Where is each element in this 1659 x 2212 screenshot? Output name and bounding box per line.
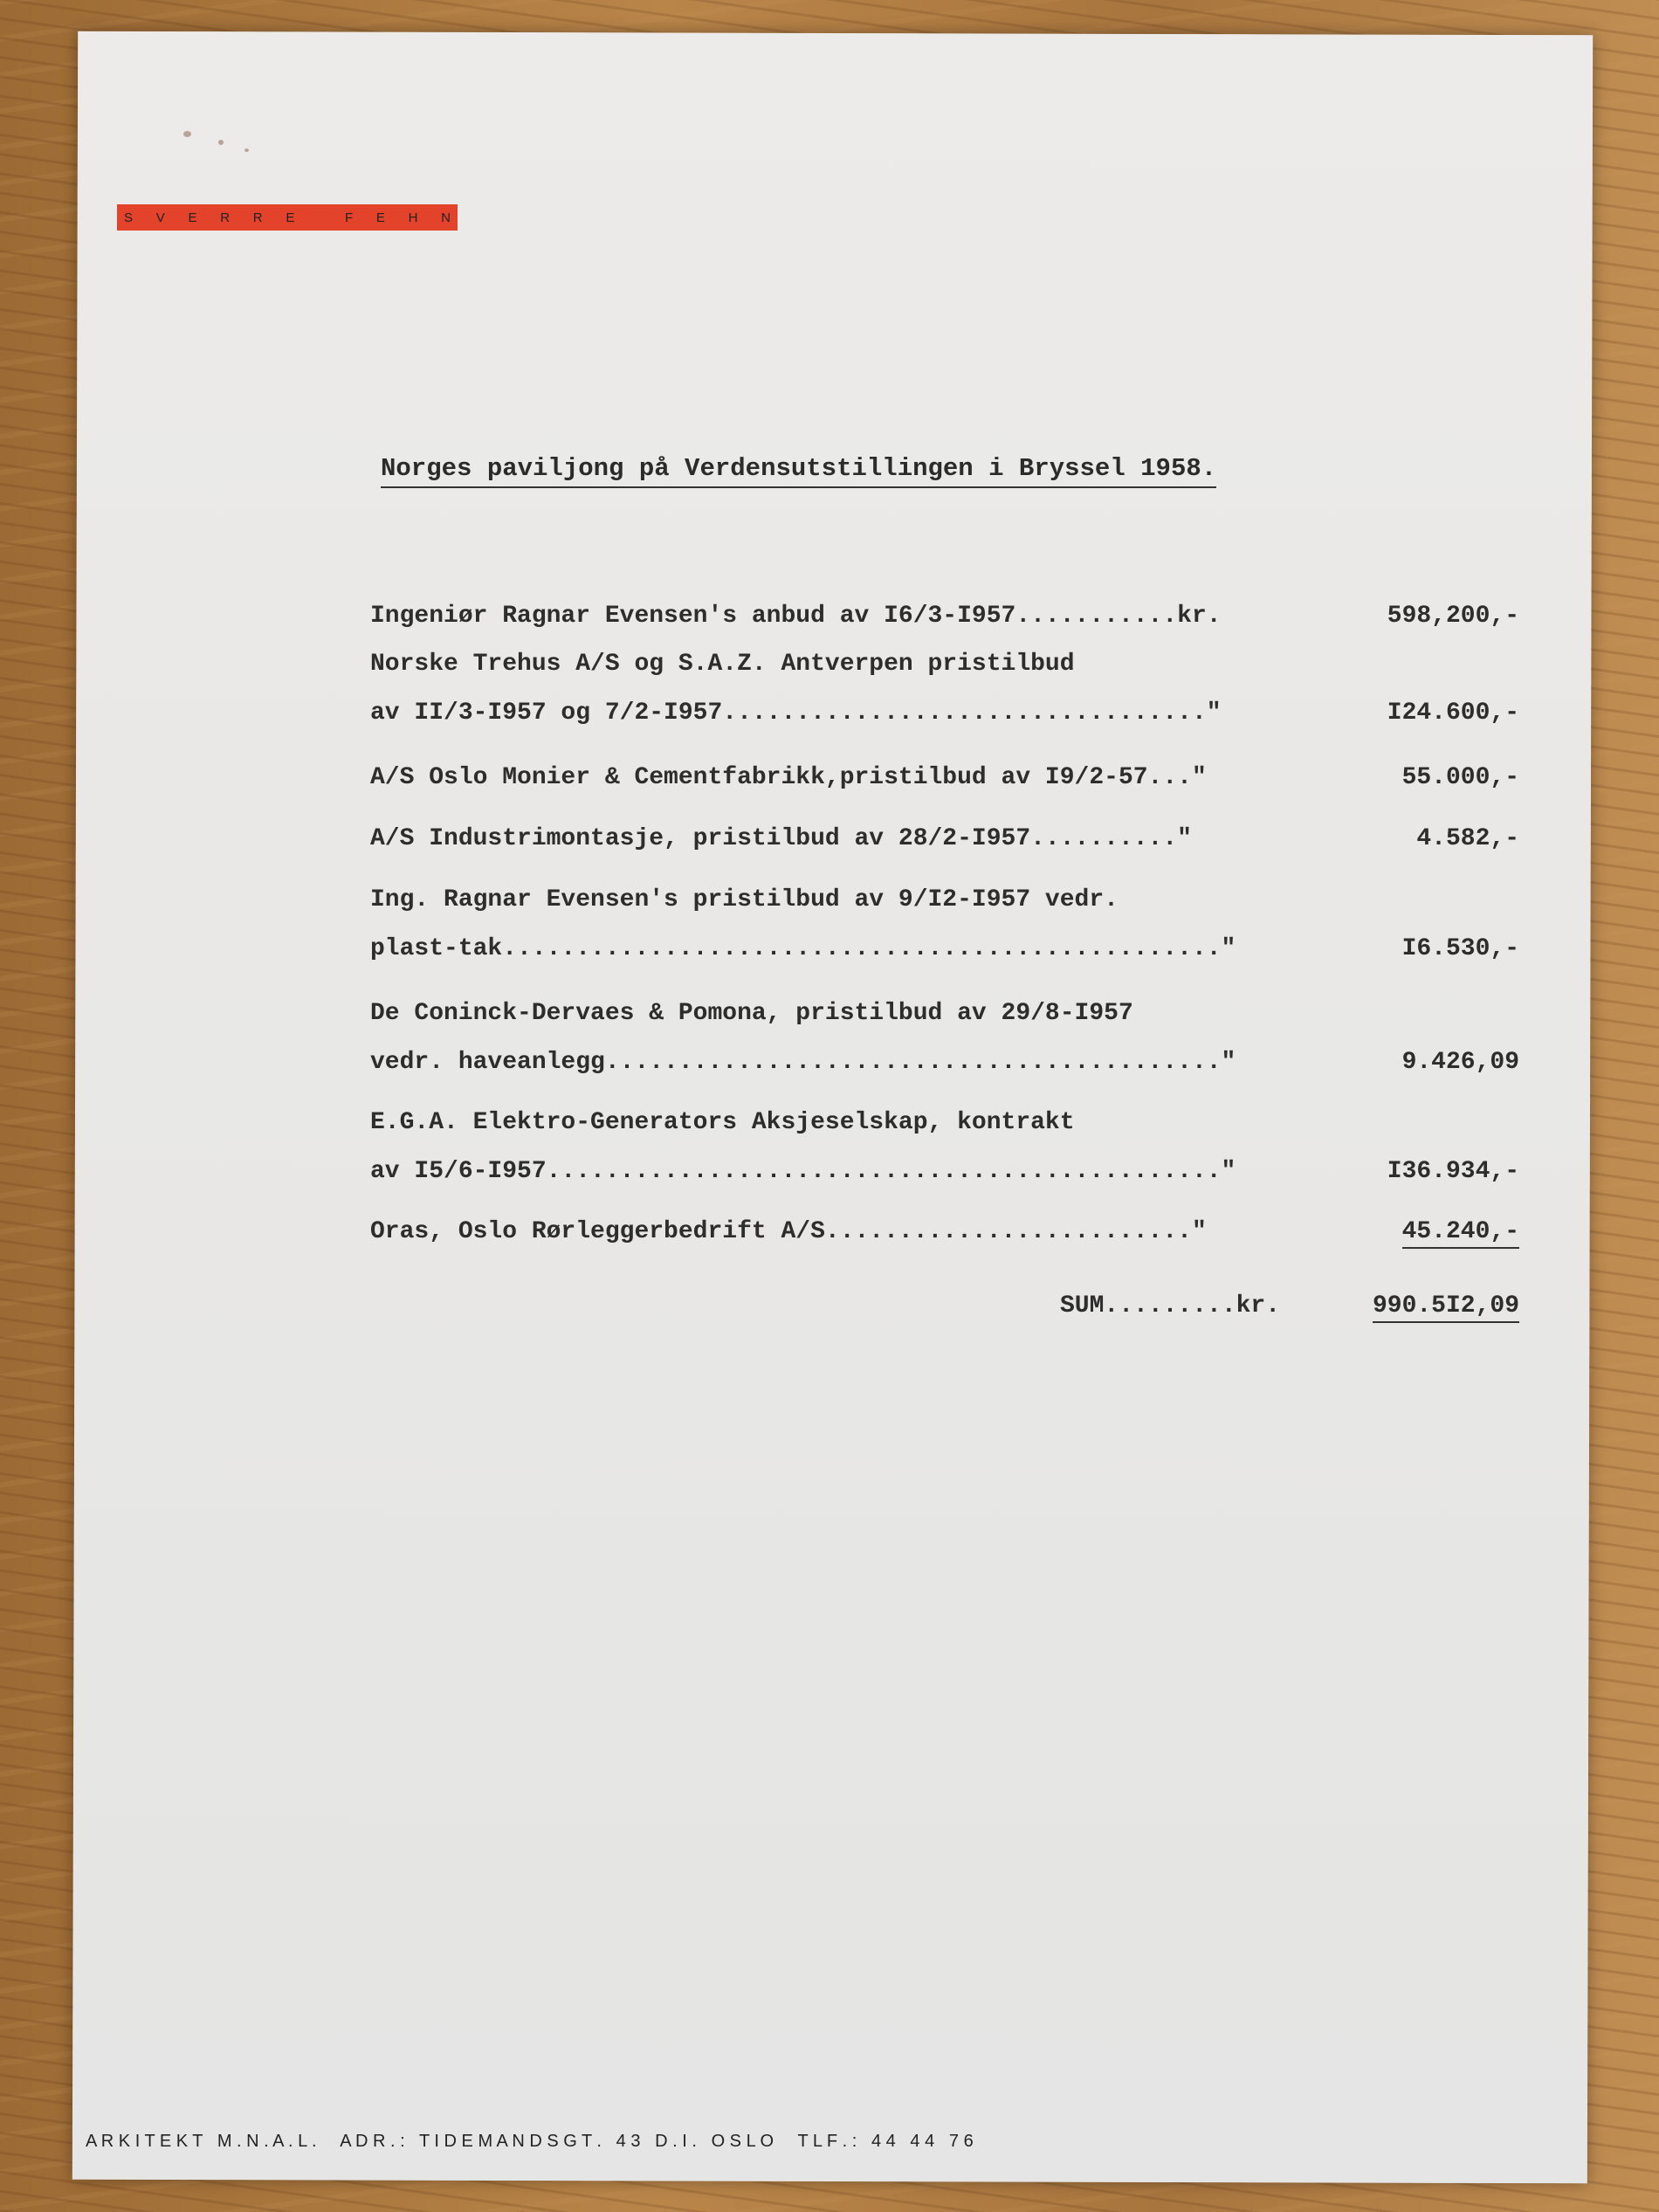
letterhead-band	[117, 204, 458, 231]
letterhead-letter: V	[155, 210, 165, 225]
entry-description: A/S Oslo Monier & Cementfabrikk,pristilbud av I9/2-57..."	[370, 764, 1207, 791]
entry-description: E.G.A. Elektro-Generators Aksjeselskap, kontrakt	[370, 1109, 1075, 1136]
entry-description: vedr. haveanlegg.........................................."	[370, 1049, 1236, 1076]
footer-address-text: A D R . : T I D E M A N D S G T . 4 3 D . I . O S L O	[340, 2132, 798, 2151]
entry-description: Oras, Oslo Rørleggerbedrift A/S........................."	[370, 1218, 1207, 1245]
entry-description: av II/3-I957 og 7/2-I957................................."	[370, 699, 1222, 727]
entry-amount: 55.000,-	[1401, 764, 1519, 791]
entry-description: De Coninck-Dervaes & Pomona, pristilbud av 29/8-I957	[370, 1000, 1133, 1027]
letterhead-letter: N	[441, 210, 451, 225]
entry-description: A/S Industrimontasje, pristilbud av 28/2-I957.........."	[370, 825, 1192, 852]
entry-description: Norske Trehus A/S og S.A.Z. Antverpen pristilbud	[370, 651, 1075, 678]
stain	[218, 140, 224, 145]
entry-amount: 9.426,09	[1401, 1049, 1519, 1076]
entry-amount: 4.582,-	[1416, 825, 1519, 852]
footer-address	[77, 2112, 1596, 2152]
entry-description: Ingeniør Ragnar Evensen's anbud av I6/3-I957...........kr.	[370, 603, 1222, 630]
footer-phone: T L F . : 4 4 4 4 7 6	[797, 2132, 974, 2151]
document-title: Norges paviljong på Verdensutstillingen i Bryssel 1958.	[381, 454, 1216, 488]
footer-role: A R K I T E K T M . N . A . L .	[86, 2132, 341, 2151]
letterhead-letter: E	[286, 210, 295, 225]
stain	[183, 131, 191, 137]
entry-amount: I6.530,-	[1401, 935, 1519, 962]
letterhead-letter: E	[188, 210, 197, 225]
entry-description: av I5/6-I957.............................................."	[370, 1158, 1236, 1185]
letterhead-letter: R	[220, 210, 231, 225]
entry-description: Ing. Ragnar Evensen's pristilbud av 9/I2-I957 vedr.	[370, 886, 1119, 913]
letterhead-letter: F	[344, 210, 354, 225]
stain	[244, 148, 249, 152]
entry-amount: I24.600,-	[1387, 699, 1519, 727]
letterhead-letter: R	[252, 210, 263, 225]
letterhead-letter	[318, 210, 321, 225]
entry-amount: I36.934,-	[1387, 1158, 1519, 1185]
sum-amount: 990.5I2,09	[1373, 1292, 1519, 1323]
letterhead-letter: H	[408, 210, 418, 225]
entry-description: plast-tak................................................."	[370, 935, 1236, 962]
paper-sheet	[72, 31, 1593, 2184]
letterhead-letter: E	[375, 210, 385, 225]
entry-amount: 598,200,-	[1387, 603, 1519, 630]
entry-amount: 45.240,-	[1402, 1218, 1519, 1249]
sum-label: SUM.........kr.	[1060, 1292, 1281, 1320]
letterhead-letter: S	[124, 210, 134, 225]
